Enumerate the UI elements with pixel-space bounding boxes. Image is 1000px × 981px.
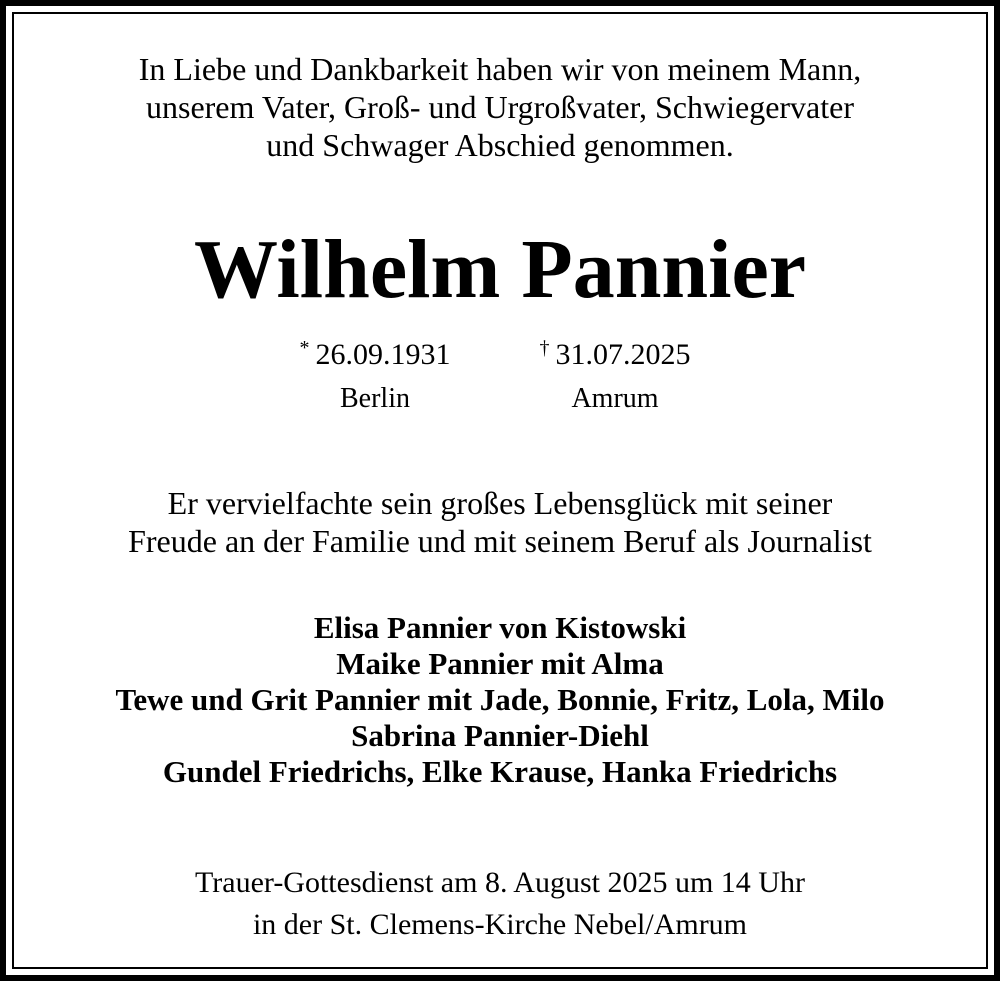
intro-text — [0, 50, 1000, 164]
quote-text — [0, 484, 1000, 560]
mourner-line: Maike Pannier mit Alma — [336, 646, 664, 681]
birth-date-line — [255, 330, 495, 373]
mourner-line: Tewe und Grit Pannier mit Jade, Bonnie, Fritz, Lola, Milo — [115, 682, 885, 717]
death-info — [495, 330, 735, 417]
birth-info — [255, 330, 495, 417]
death-place: Amrum — [571, 383, 659, 414]
deceased-name: Wilhelm Pannier — [193, 223, 807, 316]
birth-place: Berlin — [340, 383, 410, 414]
mourners-list — [0, 610, 1000, 790]
service-line: Trauer-Gottesdienst am 8. August 2025 um 14 Uhr — [195, 866, 805, 899]
birth-date: 26.09.1931 — [315, 338, 451, 371]
death-date-line — [495, 330, 735, 373]
birth-symbol: * — [299, 337, 310, 359]
mourner-line: Gundel Friedrichs, Elke Krause, Hanka Friedrichs — [162, 754, 838, 789]
intro-line: und Schwager Abschied genommen. — [266, 127, 734, 163]
mourner-line: Sabrina Pannier-Diehl — [351, 718, 649, 753]
death-symbol: † — [539, 337, 550, 359]
intro-line: In Liebe und Dankbarkeit haben wir von meinem Mann, — [138, 51, 862, 87]
service-info — [0, 862, 1000, 946]
death-date: 31.07.2025 — [555, 338, 691, 371]
service-line: in der St. Clemens-Kirche Nebel/Amrum — [252, 908, 748, 941]
mourner-line: Elisa Pannier von Kistowski — [313, 610, 687, 645]
intro-line: unserem Vater, Groß- und Urgroßvater, Schwiegervater — [145, 89, 854, 125]
quote-line: Freude an der Familie und mit seinem Beruf als Journalist — [128, 523, 872, 559]
quote-line: Er vervielfachte sein großes Lebensglück mit seiner — [167, 485, 833, 521]
